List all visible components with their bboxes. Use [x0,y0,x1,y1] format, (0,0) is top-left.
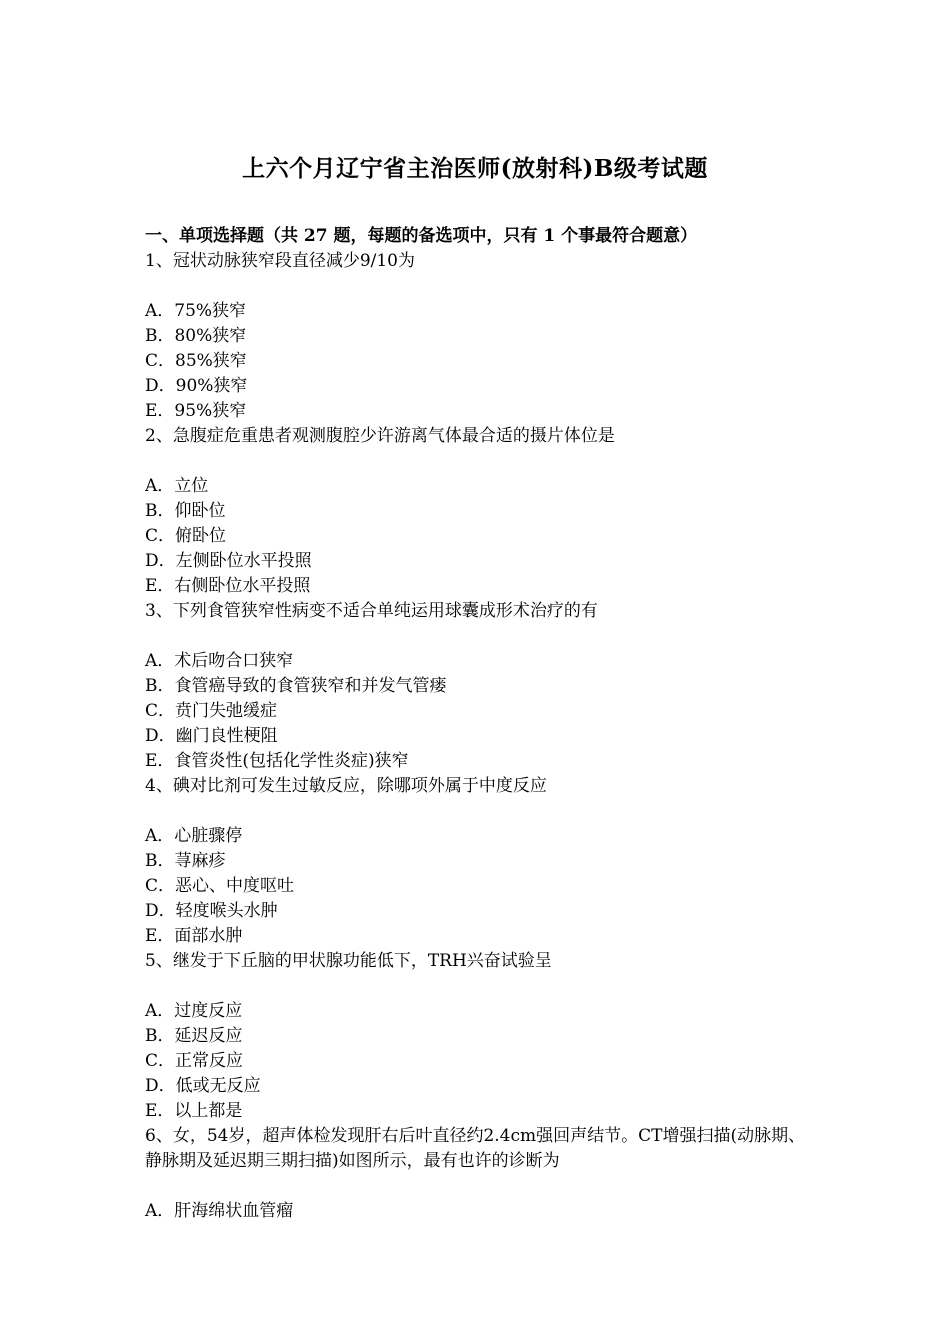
question-3 [145,599,815,774]
blank-line [145,274,815,299]
question-text: 5、继发于下丘脑的甲状腺功能低下，TRH兴奋试验呈 [145,951,552,971]
option-b: B．延迟反应 [145,1026,243,1046]
option-d: D．幽门良性梗阻 [145,726,278,746]
document-title: 上六个月辽宁省主治医师(放射科)B级考试题 [242,155,708,182]
blank-line [145,974,815,999]
option-a: A．心脏骤停 [145,826,243,846]
option-e: E．95%狭窄 [145,401,247,421]
option-b: B．荨麻疹 [145,851,226,871]
option-d: D．低或无反应 [145,1076,261,1096]
option-a: A．75%狭窄 [145,301,247,321]
option-d: D．90%狭窄 [145,376,248,396]
section-header: 一、单项选择题（共 27 题，每题的备选项中，只有 1 个事最符合题意） [145,226,698,246]
option-c: C．贲门失弛缓症 [145,701,278,721]
option-e: E．食管炎性(包括化学性炎症)狭窄 [145,751,409,771]
option-c: C．85%狭窄 [145,351,247,371]
option-a: A．肝海绵状血管瘤 [145,1201,294,1221]
option-a: A．立位 [145,476,209,496]
question-text: 3、下列食管狭窄性病变不适合单纯运用球囊成形术治疗的有 [145,601,598,621]
question-text: 1、冠状动脉狭窄段直径减少9/10为 [145,251,415,271]
document-body [145,224,815,1224]
option-e: E．面部水肿 [145,926,243,946]
option-a: A．过度反应 [145,1001,243,1021]
option-b: B．仰卧位 [145,501,226,521]
question-text: 6、女，54岁，超声体检发现肝右后叶直径约2.4cm强回声结节。CT增强扫描(动脉期、静脉期及延迟期三期扫描)如图所示，最有也许的诊断为 [145,1126,806,1171]
blank-line [145,799,815,824]
option-d: D．轻度喉头水肿 [145,901,278,921]
question-text: 2、急腹症危重患者观测腹腔少许游离气体最合适的摄片体位是 [145,426,615,446]
option-a: A．术后吻合口狭窄 [145,651,294,671]
option-c: C．俯卧位 [145,526,227,546]
question-text: 4、碘对比剂可发生过敏反应，除哪项外属于中度反应 [145,776,547,796]
blank-line [145,624,815,649]
option-b: B．食管癌导致的食管狭窄和并发气管瘘 [145,676,447,696]
question-2 [145,424,815,599]
option-b: B．80%狭窄 [145,326,247,346]
blank-line [145,449,815,474]
blank-line [145,1174,815,1199]
option-e: E．右侧卧位水平投照 [145,576,311,596]
option-c: C．恶心、中度呕吐 [145,876,295,896]
question-1 [145,249,815,424]
question-5 [145,949,815,1124]
question-6 [145,1124,815,1224]
question-4 [145,774,815,949]
option-d: D．左侧卧位水平投照 [145,551,312,571]
option-e: E．以上都是 [145,1101,243,1121]
option-c: C．正常反应 [145,1051,244,1071]
